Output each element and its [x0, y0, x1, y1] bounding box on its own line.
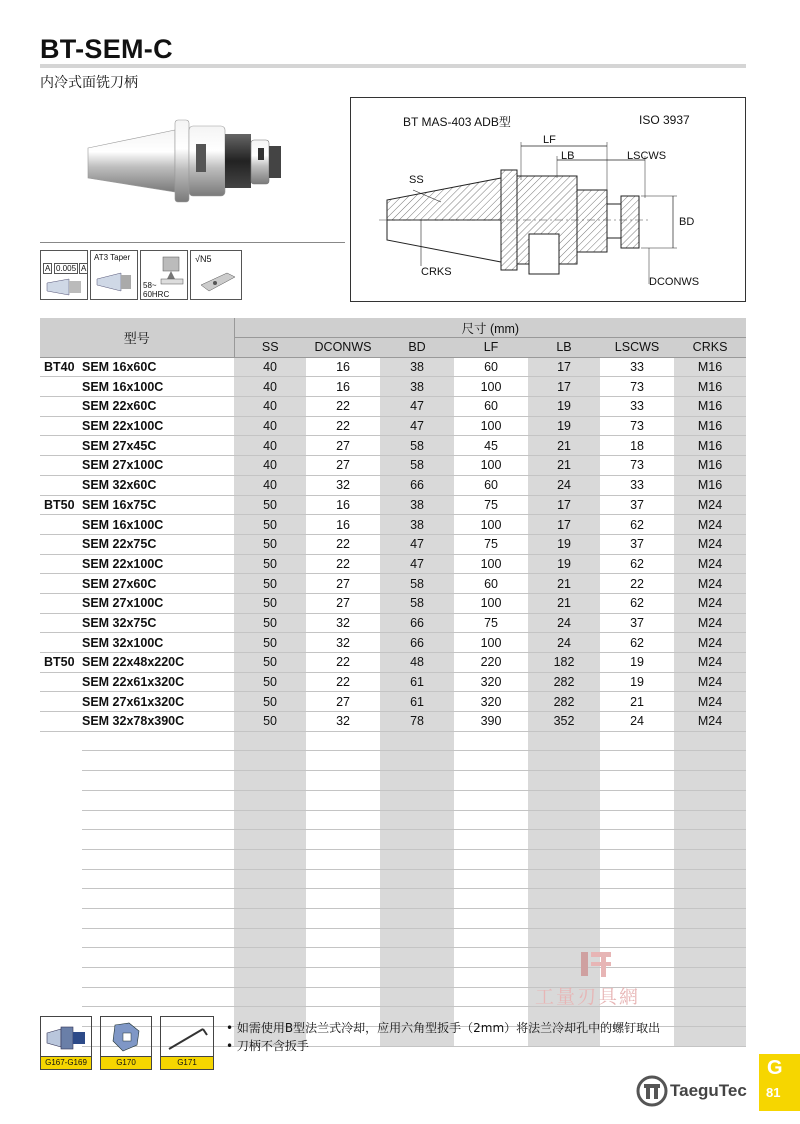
value-cell: 100 — [454, 416, 528, 436]
table-row — [40, 377, 746, 397]
value-cell: 32 — [306, 613, 380, 633]
value-cell: M24 — [674, 712, 746, 732]
value-cell: 50 — [234, 653, 306, 673]
value-cell: 61 — [380, 692, 454, 712]
accessory-item — [40, 1016, 92, 1070]
note-item: • 刀柄不含扳手 — [226, 1037, 660, 1055]
value-cell: 33 — [600, 397, 674, 417]
value-cell: 32 — [306, 475, 380, 495]
empty-row — [40, 928, 746, 948]
value-cell: 320 — [454, 672, 528, 692]
table-row — [40, 416, 746, 436]
table-row — [40, 633, 746, 653]
value-cell: 22 — [306, 416, 380, 436]
accessory-label: G170 — [100, 1056, 152, 1070]
value-cell: M24 — [674, 534, 746, 554]
lb-label: LB — [561, 150, 575, 162]
model-cell: SEM 16x100C — [82, 377, 234, 397]
model-cell: SEM 22x75C — [82, 534, 234, 554]
value-cell: 60 — [454, 357, 528, 377]
empty-row — [40, 771, 746, 791]
model-cell: SEM 27x60C — [82, 574, 234, 594]
model-cell: SEM 32x100C — [82, 633, 234, 653]
column-header: BD — [380, 338, 454, 358]
series-cell: BT40 — [40, 357, 82, 377]
value-cell: 62 — [600, 515, 674, 535]
model-cell: SEM 16x60C — [82, 357, 234, 377]
value-cell: 19 — [600, 653, 674, 673]
value-cell: 100 — [454, 515, 528, 535]
value-cell: 66 — [380, 633, 454, 653]
value-cell: 21 — [528, 456, 600, 476]
value-cell: M16 — [674, 456, 746, 476]
empty-row — [40, 849, 746, 869]
value-cell: 22 — [306, 653, 380, 673]
watermark — [535, 950, 675, 1010]
value-cell: 100 — [454, 633, 528, 653]
title-rule — [40, 64, 746, 68]
value-cell: 18 — [600, 436, 674, 456]
model-cell: SEM 22x61x320C — [82, 672, 234, 692]
value-cell: 24 — [528, 475, 600, 495]
column-header: DCONWS — [306, 338, 380, 358]
model-cell: SEM 27x45C — [82, 436, 234, 456]
model-cell: SEM 22x48x220C — [82, 653, 234, 673]
collet-holder-icon — [45, 1023, 89, 1053]
value-cell: 75 — [454, 534, 528, 554]
value-cell: M16 — [674, 416, 746, 436]
table-row — [40, 534, 746, 554]
series-cell — [40, 633, 82, 653]
value-cell: M24 — [674, 692, 746, 712]
standard-label: BT MAS-403 ADB型 — [403, 115, 511, 129]
model-cell: SEM 22x60C — [82, 397, 234, 417]
value-cell: M24 — [674, 593, 746, 613]
value-cell: 58 — [380, 574, 454, 594]
value-cell: 21 — [528, 574, 600, 594]
value-cell: M24 — [674, 574, 746, 594]
value-cell: 50 — [234, 712, 306, 732]
value-cell: 50 — [234, 554, 306, 574]
value-cell: 282 — [528, 692, 600, 712]
table-row — [40, 613, 746, 633]
value-cell: 50 — [234, 593, 306, 613]
empty-row — [40, 751, 746, 771]
page-title: BT-SEM-C — [40, 34, 173, 64]
value-cell: M24 — [674, 672, 746, 692]
value-cell: 50 — [234, 633, 306, 653]
wrench-block-icon — [109, 1021, 145, 1055]
value-cell: M24 — [674, 515, 746, 535]
value-cell: 24 — [528, 633, 600, 653]
model-cell: SEM 32x75C — [82, 613, 234, 633]
table-row — [40, 593, 746, 613]
value-cell: 22 — [600, 574, 674, 594]
value-cell: 100 — [454, 593, 528, 613]
accessory-label: G167-G169 — [40, 1056, 92, 1070]
value-cell: 50 — [234, 574, 306, 594]
table-row — [40, 495, 746, 515]
value-cell: 50 — [234, 515, 306, 535]
value-cell: 390 — [454, 712, 528, 732]
value-cell: 47 — [380, 534, 454, 554]
value-cell: M24 — [674, 653, 746, 673]
series-cell — [40, 534, 82, 554]
table-row — [40, 672, 746, 692]
product-rule — [40, 242, 345, 243]
value-cell: 320 — [454, 692, 528, 712]
page-number: 81 — [766, 1085, 781, 1100]
value-cell: 75 — [454, 495, 528, 515]
model-cell: SEM 27x61x320C — [82, 692, 234, 712]
value-cell: 48 — [380, 653, 454, 673]
value-cell: 60 — [454, 475, 528, 495]
series-cell — [40, 672, 82, 692]
value-cell: 37 — [600, 495, 674, 515]
value-cell: 47 — [380, 416, 454, 436]
series-cell — [40, 613, 82, 633]
value-cell: 182 — [528, 653, 600, 673]
empty-row — [40, 830, 746, 850]
value-cell: 40 — [234, 416, 306, 436]
value-cell: 33 — [600, 475, 674, 495]
value-cell: M24 — [674, 495, 746, 515]
value-cell: 17 — [528, 377, 600, 397]
series-cell: BT50 — [40, 653, 82, 673]
series-cell — [40, 574, 82, 594]
value-cell: 27 — [306, 593, 380, 613]
value-cell: M16 — [674, 377, 746, 397]
empty-row — [40, 889, 746, 909]
value-cell: 16 — [306, 495, 380, 515]
series-cell: BT50 — [40, 495, 82, 515]
notes — [226, 1019, 660, 1055]
model-cell: SEM 32x60C — [82, 475, 234, 495]
series-cell — [40, 397, 82, 417]
value-cell: M24 — [674, 633, 746, 653]
value-cell: 50 — [234, 495, 306, 515]
value-cell: 33 — [600, 357, 674, 377]
value-cell: 22 — [306, 534, 380, 554]
table-body — [40, 357, 746, 1046]
empty-row — [40, 790, 746, 810]
value-cell: 50 — [234, 534, 306, 554]
value-cell: 17 — [528, 357, 600, 377]
bd-label: BD — [679, 216, 695, 228]
series-cell — [40, 593, 82, 613]
value-cell: 62 — [600, 554, 674, 574]
table-row — [40, 554, 746, 574]
value-cell: 66 — [380, 613, 454, 633]
model-cell: SEM 32x78x390C — [82, 712, 234, 732]
section-letter: G — [767, 1057, 783, 1079]
value-cell: 78 — [380, 712, 454, 732]
dconws-label: DCONWS — [649, 276, 700, 288]
value-cell: 38 — [380, 357, 454, 377]
value-cell: 22 — [306, 672, 380, 692]
runout-tolerance-icon: A 0.005 A — [40, 250, 88, 300]
value-cell: 38 — [380, 515, 454, 535]
series-cell — [40, 554, 82, 574]
table-row — [40, 515, 746, 535]
watermark-text: 工量刃具網 — [535, 986, 641, 1008]
value-cell: 47 — [380, 554, 454, 574]
dimension-header: 尺寸 (mm) — [234, 318, 746, 338]
value-cell: 19 — [528, 397, 600, 417]
series-cell — [40, 436, 82, 456]
column-header: LSCWS — [600, 338, 674, 358]
value-cell: M16 — [674, 397, 746, 417]
value-cell: 32 — [306, 712, 380, 732]
accessory-item — [160, 1016, 214, 1070]
value-cell: 45 — [454, 436, 528, 456]
column-header: SS — [234, 338, 306, 358]
model-cell: SEM 22x100C — [82, 416, 234, 436]
value-cell: 100 — [454, 377, 528, 397]
value-cell: 100 — [454, 554, 528, 574]
dimension-diagram — [350, 97, 746, 302]
value-cell: 40 — [234, 357, 306, 377]
value-cell: 16 — [306, 357, 380, 377]
series-cell — [40, 377, 82, 397]
value-cell: 58 — [380, 456, 454, 476]
value-cell: 17 — [528, 495, 600, 515]
value-cell: 17 — [528, 515, 600, 535]
value-cell: M16 — [674, 436, 746, 456]
value-cell: 50 — [234, 672, 306, 692]
model-cell: SEM 16x75C — [82, 495, 234, 515]
value-cell: 27 — [306, 456, 380, 476]
ss-label: SS — [409, 174, 424, 186]
table-row — [40, 456, 746, 476]
section-tab — [759, 1054, 800, 1111]
value-cell: 16 — [306, 515, 380, 535]
value-cell: 37 — [600, 613, 674, 633]
hardness-icon: 58~ 60HRC — [140, 250, 188, 300]
taper-icon: AT3 Taper — [90, 250, 138, 300]
value-cell: 60 — [454, 574, 528, 594]
model-header: 型号 — [40, 318, 234, 357]
accessory-item — [100, 1016, 152, 1070]
empty-row — [40, 869, 746, 889]
value-cell: 38 — [380, 495, 454, 515]
table-row — [40, 475, 746, 495]
table-row — [40, 574, 746, 594]
series-cell — [40, 416, 82, 436]
value-cell: 40 — [234, 397, 306, 417]
value-cell: 73 — [600, 377, 674, 397]
value-cell: 40 — [234, 436, 306, 456]
table-row — [40, 653, 746, 673]
taegutec-logo-icon — [636, 1075, 668, 1107]
value-cell: 40 — [234, 475, 306, 495]
note-item: • 如需使用B型法兰式冷却，应用六角型扳手（2mm）将法兰冷却孔中的螺钉取出 — [226, 1019, 660, 1037]
column-header: LF — [454, 338, 528, 358]
hex-wrench-icon — [165, 1023, 211, 1053]
watermark-logo-icon — [577, 950, 617, 980]
value-cell: 16 — [306, 377, 380, 397]
value-cell: 21 — [600, 692, 674, 712]
series-cell — [40, 456, 82, 476]
value-cell: 19 — [528, 416, 600, 436]
value-cell: 24 — [600, 712, 674, 732]
value-cell: M24 — [674, 613, 746, 633]
column-header: LB — [528, 338, 600, 358]
value-cell: 21 — [528, 436, 600, 456]
table-row — [40, 692, 746, 712]
value-cell: 19 — [528, 554, 600, 574]
value-cell: 220 — [454, 653, 528, 673]
model-cell: SEM 16x100C — [82, 515, 234, 535]
product-image — [80, 100, 330, 235]
value-cell: 50 — [234, 692, 306, 712]
value-cell: 27 — [306, 436, 380, 456]
table-row — [40, 397, 746, 417]
value-cell: 75 — [454, 613, 528, 633]
value-cell: 21 — [528, 593, 600, 613]
series-cell — [40, 712, 82, 732]
page-subtitle: 内冷式面铣刀柄 — [40, 75, 138, 91]
empty-row — [40, 810, 746, 830]
series-cell — [40, 692, 82, 712]
value-cell: 47 — [380, 397, 454, 417]
lscws-label: LSCWS — [627, 150, 667, 162]
value-cell: 100 — [454, 456, 528, 476]
value-cell: 27 — [306, 692, 380, 712]
value-cell: 62 — [600, 633, 674, 653]
series-cell — [40, 475, 82, 495]
value-cell: 24 — [528, 613, 600, 633]
value-cell: M16 — [674, 357, 746, 377]
value-cell: 27 — [306, 574, 380, 594]
accessory-label: G171 — [160, 1056, 214, 1070]
value-cell: 62 — [600, 593, 674, 613]
value-cell: 58 — [380, 436, 454, 456]
surface-roughness-icon: √N5 — [190, 250, 242, 300]
empty-row — [40, 731, 746, 751]
value-cell: 38 — [380, 377, 454, 397]
value-cell: 60 — [454, 397, 528, 417]
table-row — [40, 712, 746, 732]
value-cell: 66 — [380, 475, 454, 495]
value-cell: 19 — [600, 672, 674, 692]
dimension-table — [40, 318, 746, 1047]
value-cell: 73 — [600, 456, 674, 476]
column-header: CRKS — [674, 338, 746, 358]
value-cell: 50 — [234, 613, 306, 633]
value-cell: 61 — [380, 672, 454, 692]
value-cell: M16 — [674, 475, 746, 495]
brand-logo — [636, 1073, 756, 1109]
value-cell: 282 — [528, 672, 600, 692]
brand-name: TaeguTec — [670, 1081, 747, 1100]
value-cell: 73 — [600, 416, 674, 436]
value-cell: 40 — [234, 456, 306, 476]
table-row — [40, 357, 746, 377]
value-cell: 19 — [528, 534, 600, 554]
empty-row — [40, 908, 746, 928]
value-cell: 40 — [234, 377, 306, 397]
value-cell: 22 — [306, 397, 380, 417]
value-cell: 32 — [306, 633, 380, 653]
model-cell: SEM 27x100C — [82, 593, 234, 613]
model-cell: SEM 22x100C — [82, 554, 234, 574]
series-cell — [40, 515, 82, 535]
value-cell: 58 — [380, 593, 454, 613]
table-row — [40, 436, 746, 456]
iso-label: ISO 3937 — [639, 113, 690, 127]
lf-label: LF — [543, 134, 556, 146]
value-cell: 37 — [600, 534, 674, 554]
model-cell: SEM 27x100C — [82, 456, 234, 476]
value-cell: 352 — [528, 712, 600, 732]
crks-label: CRKS — [421, 266, 452, 278]
value-cell: M24 — [674, 554, 746, 574]
value-cell: 22 — [306, 554, 380, 574]
